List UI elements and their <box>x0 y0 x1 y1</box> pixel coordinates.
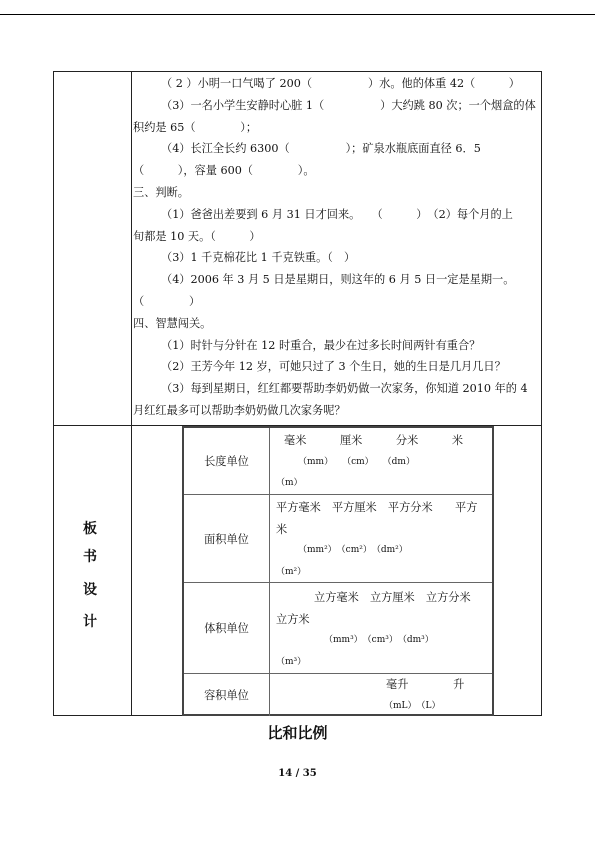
question-3-line1: （3）一名小学生安静时心脏 1（ ）大约跳 80 次；一个烟盒的体 <box>161 98 536 112</box>
question-2: （ 2 ）小明一口气喝了 200（ ）水。他的体重 42（ ） <box>161 77 520 90</box>
side-label-char-4: 计 <box>83 614 97 630</box>
length-units-names: 毫米 厘米 分米 米 <box>284 434 464 447</box>
area-units-row <box>184 495 492 583</box>
length-units-symbols: （mm） （cm） （dm） <box>298 456 415 467</box>
length-units-row <box>184 428 492 495</box>
section-4-title: 四、智慧闯关。 <box>133 316 212 330</box>
section-3-title: 三、判断。 <box>133 185 189 199</box>
area-units-cells <box>276 497 490 582</box>
side-label-char-2: 书 <box>83 549 97 565</box>
capacity-units-cells <box>276 674 490 716</box>
puzzle-3-line1: （3）每到星期日，红红都要帮助李奶奶做一次家务，你知道 2010 年的 4 <box>161 382 528 396</box>
capacity-units-label: 容积单位 <box>184 674 270 716</box>
length-units-cells <box>276 430 490 494</box>
capacity-units-names: 毫升 升 <box>386 678 465 691</box>
board-design-table <box>182 426 494 716</box>
area-units-names-wrap: 米 <box>276 522 288 536</box>
area-units-symbols: （mm²） （cm²） （dm²） <box>298 545 408 555</box>
question-4-line1: （4）长江全长约 6300（ ）；矿泉水瓶底面直径 6．5 <box>161 142 481 156</box>
puzzle-2: （2）王芳今年 12 岁，可她只过了 3 个生日，她的生日是几月几日？ <box>161 360 506 374</box>
volume-units-names-wrap: 立方米 <box>276 612 310 626</box>
length-unit-meter-symbol: （m） <box>276 478 303 488</box>
length-units-label: 长度单位 <box>184 428 270 494</box>
section-heading: 比和比例 <box>267 724 328 742</box>
question-3-line2: 积约是 65（ ）； <box>133 120 258 134</box>
puzzle-3-line2: 月红红最多可以帮助李奶奶做几次家务呢？ <box>133 403 346 417</box>
column-divider <box>131 71 132 716</box>
question-4-line2: （ ），容量 600（ ）。 <box>133 164 315 178</box>
puzzle-1: （1）时针与分针在 12 时重合，最少在过多长时间两针有重合？ <box>161 338 481 352</box>
capacity-units-row <box>184 674 492 716</box>
judge-1-line2: 旬都是 10 天。（ ） <box>133 229 261 243</box>
area-unit-m2-symbol: （m²） <box>276 566 307 577</box>
volume-units-label: 体积单位 <box>184 583 270 673</box>
volume-units-names: 立方毫米 立方厘米 立方分米 <box>314 591 471 604</box>
volume-unit-m3-symbol: （m³） <box>276 656 307 667</box>
volume-units-symbols: （mm³） （cm³） （dm³） <box>324 635 434 645</box>
area-units-label: 面积单位 <box>184 495 270 582</box>
judge-4-line2: （ ） <box>133 294 201 308</box>
volume-units-cells <box>276 587 490 673</box>
judge-1-line1: （1）爸爸出差要到 6 月 31 日才回来。 （ ） （2）每个月的上 <box>161 207 513 221</box>
exercise-content <box>133 73 540 422</box>
capacity-units-symbols: （mL） （L） <box>384 700 441 711</box>
top-rule <box>0 14 595 15</box>
judge-4-line1: （4）2006 年 3 月 5 日是星期日，则这年的 6 月 5 日一定是星期一。 <box>161 273 515 287</box>
side-label-char-3: 设 <box>83 582 97 598</box>
side-label-char-1: 板 <box>83 521 97 537</box>
judge-3: （3）1 千克棉花比 1 千克铁重。（ ） <box>161 251 356 265</box>
volume-units-row <box>184 583 492 674</box>
page-number: 14 / 35 <box>278 768 317 779</box>
area-units-names: 平方毫米 平方厘米 平方分米 平方 <box>276 501 478 514</box>
